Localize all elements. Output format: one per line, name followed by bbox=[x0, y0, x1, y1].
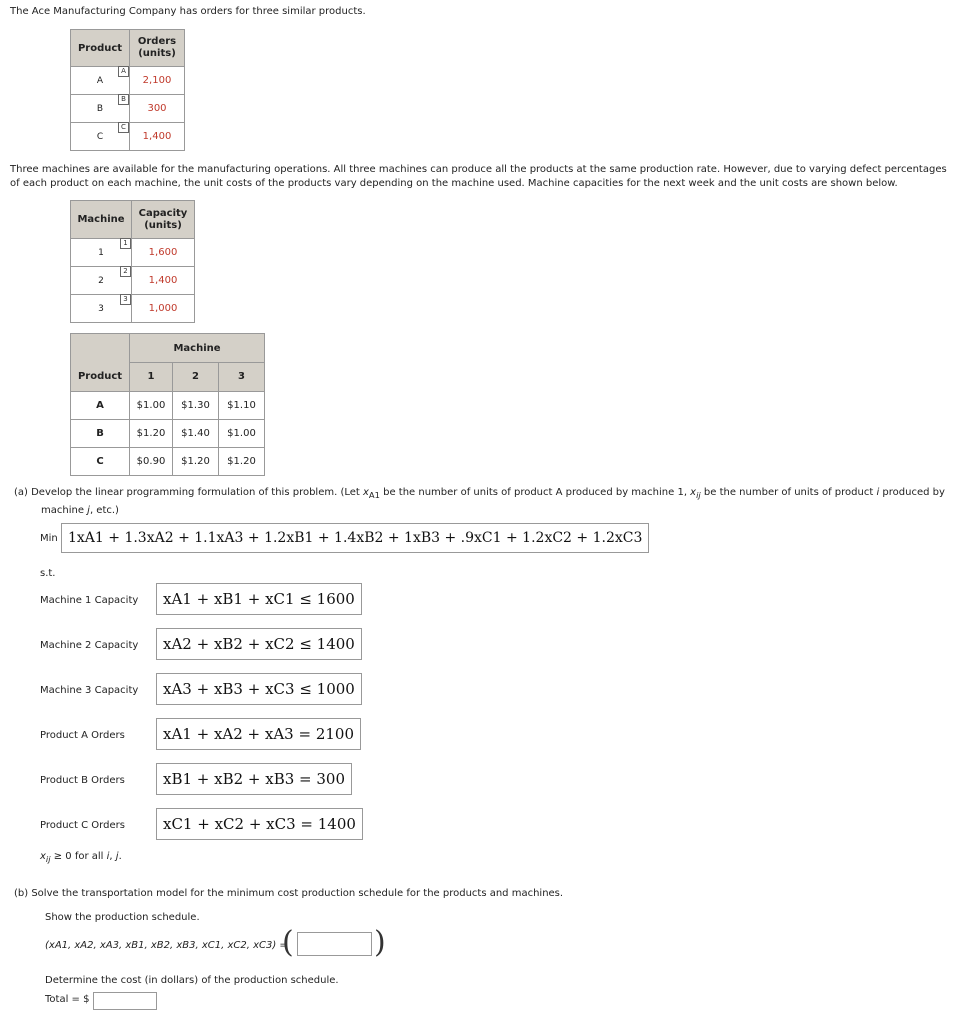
constraint-label: Machine 3 Capacity bbox=[40, 685, 139, 696]
table-row bbox=[71, 419, 265, 447]
cost-cell: $1.20 bbox=[130, 419, 173, 447]
capacity-machine-label: 3 bbox=[98, 303, 104, 314]
table-row bbox=[71, 295, 195, 323]
cost-cell: $1.30 bbox=[173, 391, 219, 419]
total-cost-input[interactable] bbox=[93, 992, 157, 1010]
constraint-label: Product C Orders bbox=[40, 820, 125, 831]
anchor-icon: C bbox=[118, 122, 129, 133]
cost-cell: $1.40 bbox=[173, 419, 219, 447]
constraint-label: Machine 2 Capacity bbox=[40, 640, 139, 651]
cost-group-header: Machine bbox=[130, 334, 265, 363]
st-label: s.t. bbox=[40, 568, 56, 579]
table-row bbox=[71, 447, 265, 475]
constraint-label: Machine 1 Capacity bbox=[40, 595, 139, 606]
schedule-tuple-label: (xA1, xA2, xA3, xB1, xB2, xB3, xC1, xC2, xC3) = bbox=[45, 940, 288, 951]
show-schedule-label: Show the production schedule. bbox=[45, 912, 200, 923]
orders-value: 1,400 bbox=[130, 123, 185, 151]
table-row bbox=[71, 123, 185, 151]
cost-machine-header: 1 bbox=[130, 363, 173, 392]
cost-machine-header: 3 bbox=[219, 363, 265, 392]
total-label: Total = $ bbox=[45, 994, 90, 1005]
capacity-value: 1,400 bbox=[132, 267, 195, 295]
orders-value: 2,100 bbox=[130, 67, 185, 95]
orders-value: 300 bbox=[130, 95, 185, 123]
constraint-input[interactable]: xA1 + xB1 + xC1 ≤ 1600 bbox=[156, 583, 362, 615]
objective-function-input[interactable]: 1xA1 + 1.3xA2 + 1.1xA3 + 1.2xB1 + 1.4xB2 + 1xB3 + .9xC1 + 1.2xC2 + 1.2xC3 bbox=[61, 523, 649, 553]
table-row bbox=[71, 239, 195, 267]
capacity-value: 1,600 bbox=[132, 239, 195, 267]
capacity-value: 1,000 bbox=[132, 295, 195, 323]
cost-cell: $1.00 bbox=[130, 391, 173, 419]
constraint-input[interactable]: xA3 + xB3 + xC3 ≤ 1000 bbox=[156, 673, 362, 705]
cost-cell: $1.00 bbox=[219, 419, 265, 447]
cost-cell: $1.10 bbox=[219, 391, 265, 419]
orders-product-label: B bbox=[96, 103, 104, 114]
capacity-header-machine: Machine bbox=[71, 201, 132, 239]
intro-text: The Ace Manufacturing Company has orders for three similar products. bbox=[10, 6, 366, 17]
part-b-prompt: (b) Solve the transportation model for the minimum cost production schedule for the products and machines. bbox=[14, 888, 564, 899]
cost-cell: $1.20 bbox=[173, 447, 219, 475]
cost-table bbox=[70, 333, 265, 476]
orders-header-product: Product bbox=[71, 30, 130, 67]
table-row bbox=[71, 95, 185, 123]
min-label: Min bbox=[40, 533, 58, 544]
anchor-icon: 1 bbox=[120, 238, 131, 249]
production-schedule-input[interactable] bbox=[297, 932, 372, 956]
constraint-input[interactable]: xA2 + xB2 + xC2 ≤ 1400 bbox=[156, 628, 362, 660]
anchor-icon: A bbox=[118, 66, 129, 77]
orders-header-units: Orders (units) bbox=[130, 30, 185, 67]
cost-product-header: Product bbox=[71, 363, 130, 392]
constraint-input[interactable]: xA1 + xA2 + xA3 = 2100 bbox=[156, 718, 361, 750]
machines-paragraph: Three machines are available for the manufacturing operations. All three machines can produce all the products at the same production rate. However, due to varying defect percentages of each product on each machine, the unit costs of the products vary depending on the machine used. Machine capacities for the next week and the unit costs are shown below. bbox=[10, 164, 947, 189]
close-paren-icon: ) bbox=[374, 925, 386, 960]
anchor-icon: 2 bbox=[120, 266, 131, 277]
table-row bbox=[71, 67, 185, 95]
open-paren-icon: ( bbox=[282, 925, 294, 960]
constraint-input[interactable]: xB1 + xB2 + xB3 = 300 bbox=[156, 763, 352, 795]
cost-cell: $1.20 bbox=[219, 447, 265, 475]
constraint-label: Product A Orders bbox=[40, 730, 125, 741]
part-a-prompt: (a) Develop the linear programming formulation of this problem. (Let $x_{A1}$ be the number of units of product A produced by machine 1, $x_{ij}$ be the number of units of product i produced by machine j, etc.) bbox=[14, 487, 945, 516]
nonnegativity-statement: $x_{ij} \ge 0$ for all i, j. bbox=[40, 851, 122, 864]
cost-product-label: B bbox=[71, 419, 130, 447]
cost-cell: $0.90 bbox=[130, 447, 173, 475]
capacity-header-units: Capacity (units) bbox=[132, 201, 195, 239]
anchor-icon: 3 bbox=[120, 294, 131, 305]
constraint-label: Product B Orders bbox=[40, 775, 125, 786]
cost-product-label: A bbox=[71, 391, 130, 419]
table-row bbox=[71, 391, 265, 419]
capacity-machine-label: 2 bbox=[98, 275, 104, 286]
capacity-machine-label: 1 bbox=[98, 247, 104, 258]
cost-product-label: C bbox=[71, 447, 130, 475]
cost-prompt: Determine the cost (in dollars) of the production schedule. bbox=[45, 975, 339, 986]
orders-product-label: C bbox=[96, 131, 104, 142]
table-row bbox=[71, 267, 195, 295]
cost-machine-header: 2 bbox=[173, 363, 219, 392]
capacity-table bbox=[70, 200, 195, 323]
anchor-icon: B bbox=[118, 94, 129, 105]
orders-product-label: A bbox=[96, 75, 104, 86]
orders-table bbox=[70, 29, 185, 151]
constraint-input[interactable]: xC1 + xC2 + xC3 = 1400 bbox=[156, 808, 363, 840]
